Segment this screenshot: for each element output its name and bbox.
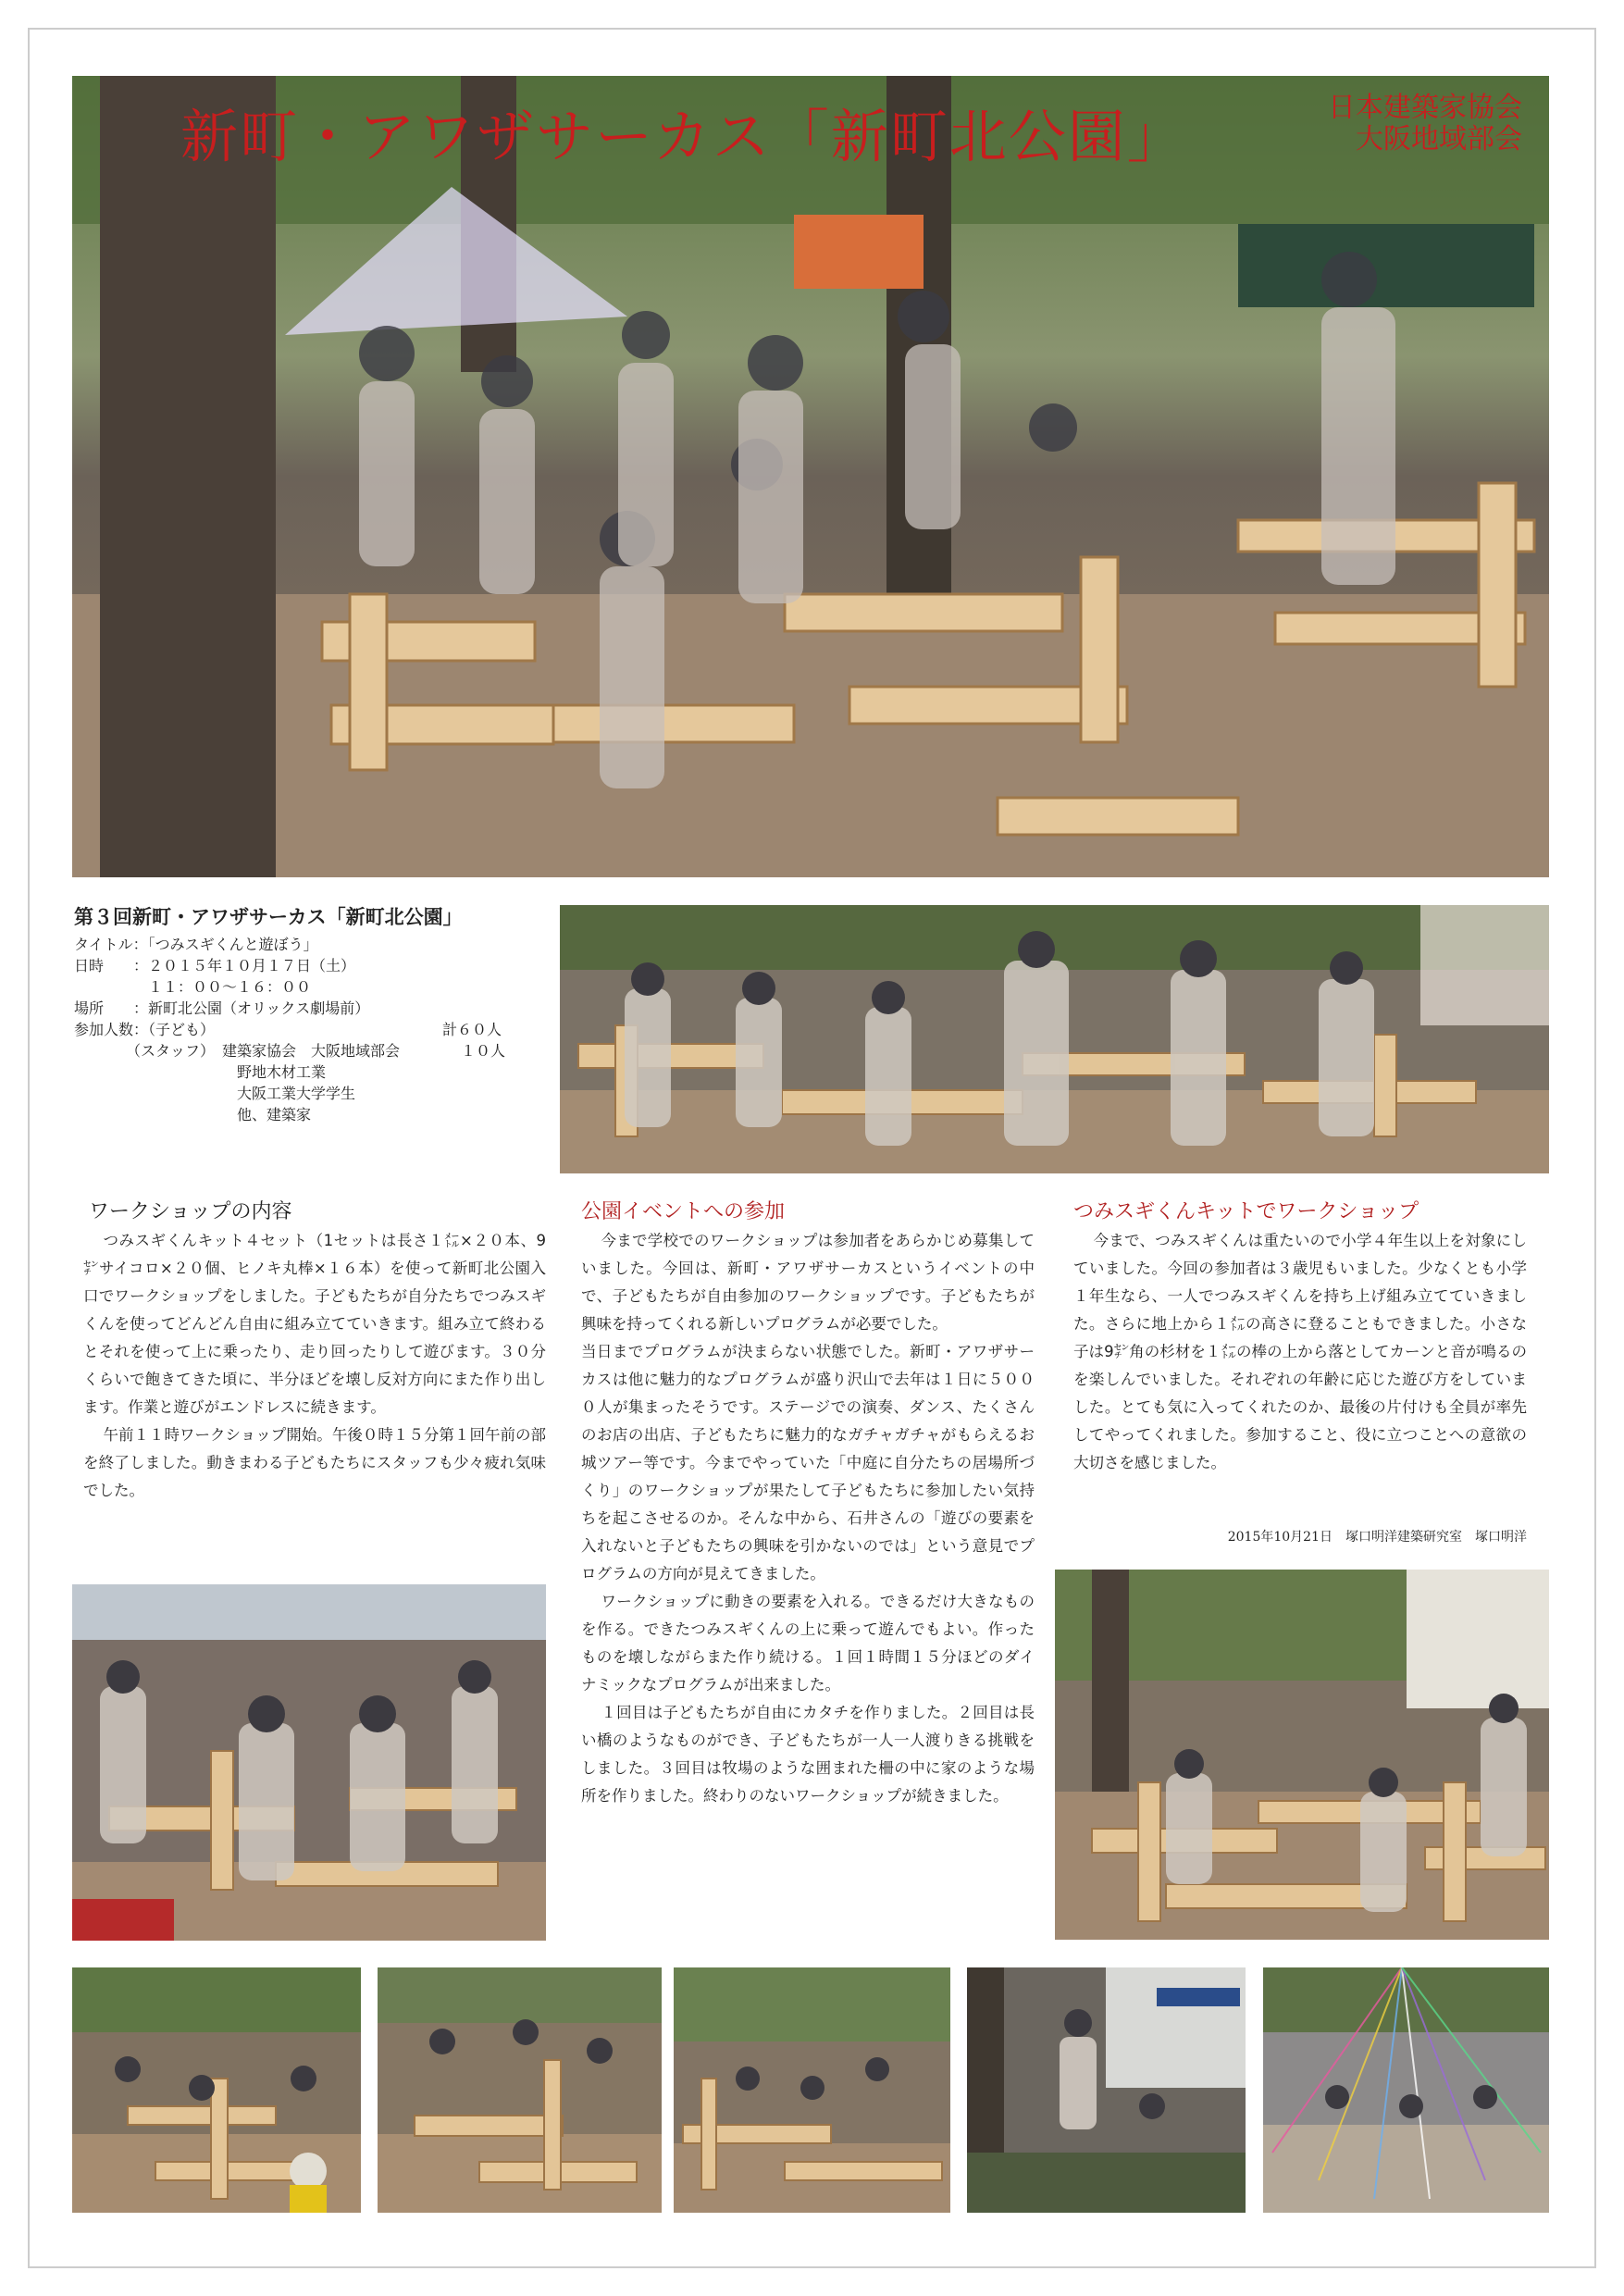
event-info — [74, 907, 555, 1125]
photo-strip-2 — [378, 1967, 662, 2213]
hero-photo — [72, 76, 1549, 877]
info-row: 日時 ：２０１５年１０月１７日（土） — [74, 957, 356, 974]
info-row: 野地木材工業 — [74, 1063, 327, 1081]
photo-children-building — [72, 1584, 546, 1941]
info-row: 場所 ：新町北公園（オリックス劇場前） — [74, 999, 370, 1017]
info-row-label: 参加人数：（子ども） — [74, 1021, 216, 1038]
section-heading-kit-workshop: つみスギくんキットでワークショップ — [1073, 1200, 1419, 1223]
photo-strip-1 — [72, 1967, 361, 2213]
photo-strip-5 — [1263, 1967, 1549, 2213]
photo-workshop-crowd — [560, 905, 1549, 1173]
section-kit-workshop — [1073, 1227, 1527, 1477]
children-count: 計６０人 — [442, 1021, 502, 1038]
event-heading: 第３回新町・アワザサーカス「新町北公園」 — [74, 906, 463, 928]
signature: 2015年10月21日 塚口明洋建築研究室 塚口明洋 — [1227, 1530, 1527, 1545]
paragraph: 当日までプログラムが決まらない状態でした。新町・アワザサーカスは他に魅力的なプログラムが盛り沢山で去年は１日に５０００人が集まったそうです。ステージでの演奏、ダンス、たくさんのお店の出店、子どもたちに魅力的なガチャガチャがもらえるお城ツアー等です。今までやっていた「中庭に自分たちの居場所づくり」のワークショップが果たして子どもたちに参加したい気持ちを起こさせるのか。そんな中から、石井さんの「遊びの要素を入れないと子どもたちの興味を引かないのでは」という意見でプログラムの方向が見えてきました。 — [581, 1343, 1035, 1582]
info-row: タイトル：「つみスギくんと遊ぼう」 — [74, 936, 318, 953]
paragraph: 今まで学校でのワークショップは参加者をあらかじめ募集していました。今回は、新町・アワザサーカスというイベントの中で、子どもたちが自由参加のワークショップです。子どもたちが興味を持ってくれる新しいプログラムが必要でした。 — [581, 1232, 1035, 1333]
paragraph: つみスギくんキット４セット（1セットは長さ１㍍×２０本、9㌢サイコロ×２０個、ヒノキ丸棒×１６本）を使って新町北公園入口でワークショップをしました。子どもたちが自分たちでつみスギくんを使ってどんどん自由に組み立てていきます。組み立て終わるとそれを使って上に乗ったり、走り回ったりして遊びます。３０分くらいで飽きてきた頃に、半分ほどを壊し反対方向にまた作り出します。作業と遊びがエンドレスに続きます。 — [83, 1232, 547, 1416]
organization-line-2: 大阪地域部会 — [1356, 123, 1522, 155]
section-park-event — [581, 1227, 1035, 1810]
organization-line-1: 日本建築家協会 — [1328, 92, 1522, 124]
photo-strip-3 — [674, 1967, 950, 2213]
section-heading-workshop-content: ワークショップの内容 — [89, 1200, 292, 1223]
paragraph: ワークショップに動きの要素を入れる。できるだけ大きなものを作る。できたつみスギくんの上に乗って遊んでもよい。作ったものを壊しながらまた作り続ける。１回１時間１５分ほどのダイナミックなプログラムが出来ました。 — [581, 1593, 1035, 1694]
paragraph: 今まで、つみスギくんは重たいので小学４年生以上を対象にしていました。今回の参加者は３歳児もいました。少なくとも小学１年生なら、一人でつみスギくんを持ち上げ組み立てていきました。さらに地上から１㍍の高さに登ることもできました。小さな子は9㌢角の杉材を１㍍の棒の上から落としてカーンと音が鳴るのを楽しんでいました。それぞれの年齢に応じた遊び方をしていました。とても気に入ってくれたのか、最後の片付けも全員が率先してやってくれました。参加すること、役に立つことへの意欲の大切さを感じました。 — [1073, 1232, 1527, 1471]
info-row: １１：００～１６：００ — [74, 978, 312, 996]
organization-name — [1328, 93, 1522, 155]
photo-park-enclosure — [1055, 1570, 1549, 1940]
info-row: 大阪工業大学学生 — [74, 1085, 356, 1102]
page-title: 新町・アワザサーカス「新町北公園」 — [180, 103, 1186, 170]
paragraph: １回目は子どもたちが自由にカタチを作りました。２回目は長い橋のようなものができ、子どもたちが一人一人渡りきる挑戦をしました。３回目は牧場のような囲まれた柵の中に家のような場所を作りました。終わりのないワークショップが続きました。 — [581, 1704, 1035, 1805]
info-row-label: （スタッフ） 建築家協会 大阪地域部会 — [74, 1042, 401, 1060]
section-workshop-content — [83, 1227, 546, 1505]
section-heading-park-event: 公園イベントへの参加 — [581, 1200, 786, 1223]
photo-strip-4 — [967, 1967, 1246, 2213]
staff-count: １０人 — [461, 1042, 506, 1060]
paragraph: 午前１１時ワークショップ開始。午後０時１５分第１回午前の部を終了しました。動きまわる子どもたちにスタッフも少々疲れ気味でした。 — [83, 1426, 546, 1499]
info-row: 他、建築家 — [74, 1106, 312, 1123]
info-row — [74, 1019, 555, 1040]
info-row — [74, 1040, 555, 1061]
